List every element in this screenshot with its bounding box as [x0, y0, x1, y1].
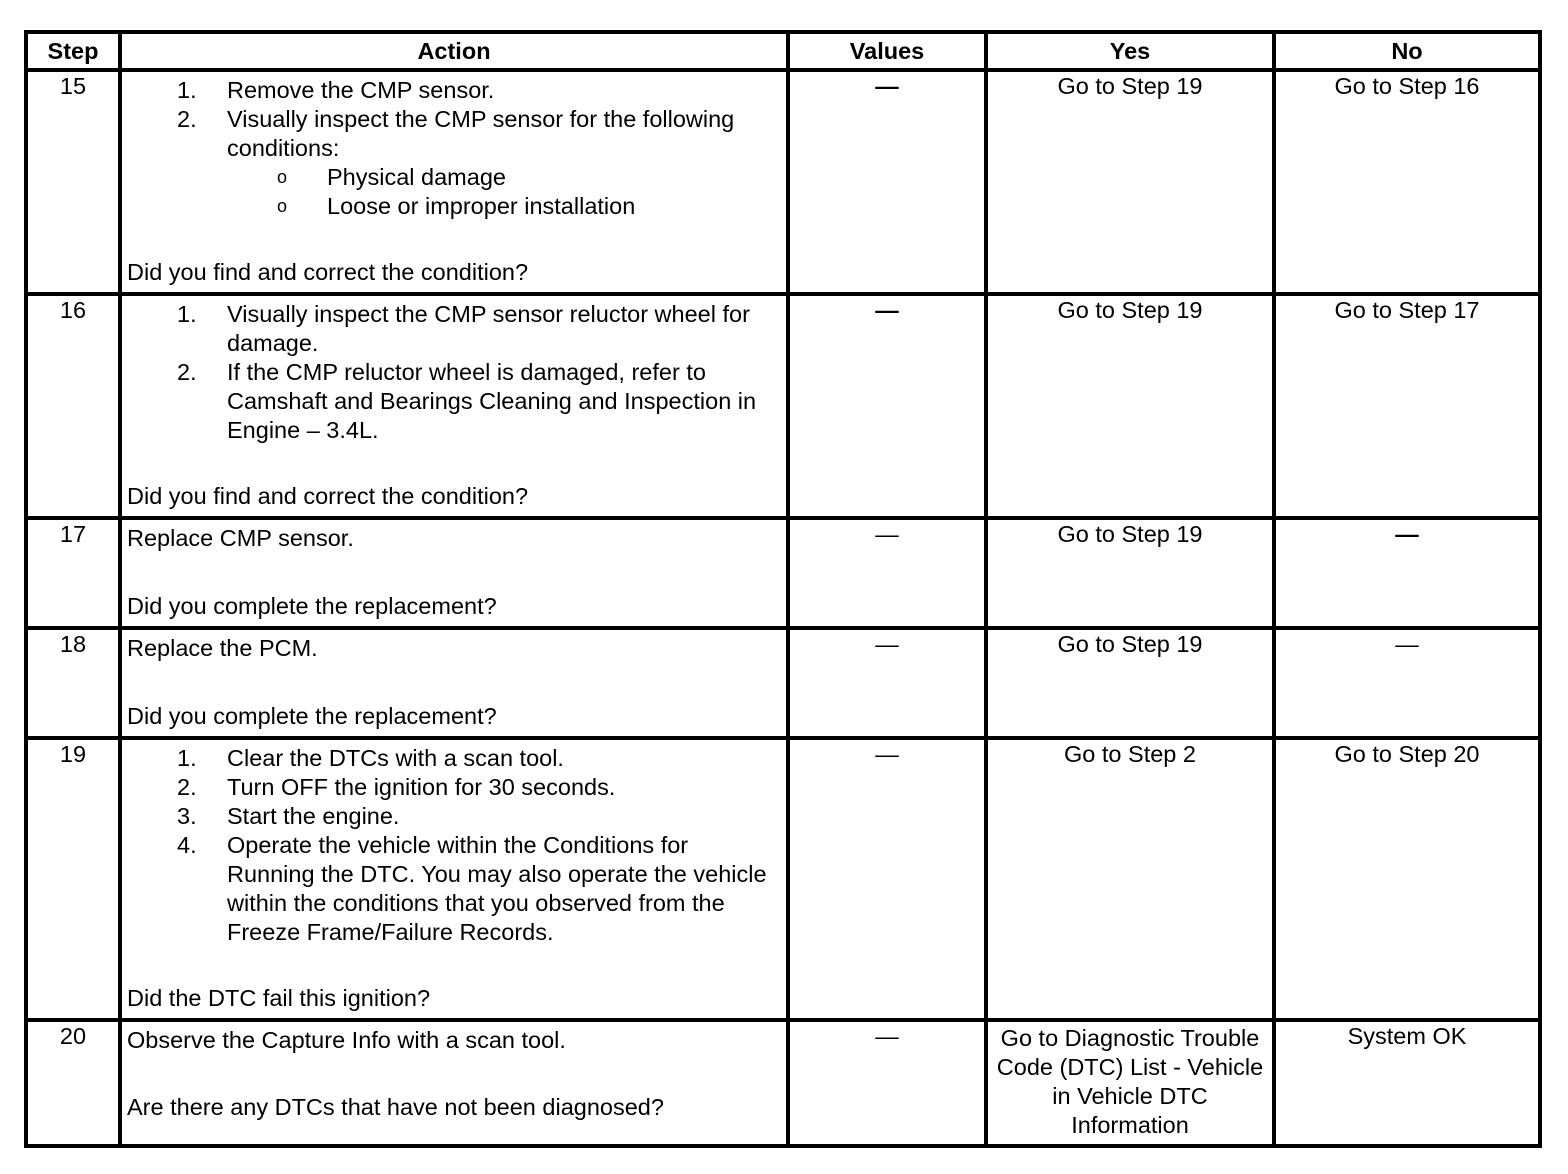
- action-steps: [127, 744, 780, 947]
- yes-cell: [986, 294, 1274, 518]
- yes-outcome: Go to Step 2: [1064, 741, 1196, 767]
- action-cell: [120, 294, 788, 518]
- action-question: Did the DTC fail this ignition?: [127, 985, 431, 1011]
- no-outcome: —: [1395, 631, 1419, 657]
- sub-conditions: [127, 163, 780, 221]
- values-dash: —: [875, 297, 899, 323]
- values-cell: [788, 518, 986, 628]
- diagnostic-table: [24, 30, 1542, 1148]
- header-no: No: [1274, 32, 1540, 70]
- values-cell: [788, 294, 986, 518]
- table-row-step-17: [26, 518, 1540, 628]
- sub-condition-item: [127, 192, 780, 221]
- action-step-item: [127, 802, 780, 831]
- table-row-step-15: [26, 70, 1540, 294]
- step-item-text: Visually inspect the CMP sensor for the following conditions:: [227, 106, 735, 161]
- action-step-item: [127, 105, 780, 221]
- no-outcome: System OK: [1347, 1023, 1467, 1049]
- action-question: Are there any DTCs that have not been diagnosed?: [127, 1094, 664, 1120]
- action-steps: [127, 300, 780, 445]
- action-step-item: [127, 831, 780, 947]
- action-steps: [127, 76, 780, 221]
- step-item-number: 1.: [177, 77, 197, 103]
- no-outcome: Go to Step 17: [1334, 297, 1480, 323]
- no-cell: [1274, 70, 1540, 294]
- step-item-number: 4.: [177, 832, 197, 858]
- step-item-number: 1.: [177, 301, 197, 327]
- values-cell: [788, 738, 986, 1020]
- action-step-item: [127, 300, 780, 358]
- step-item-number: 1.: [177, 745, 197, 771]
- header-yes: Yes: [986, 32, 1274, 70]
- circle-bullet-icon: o: [277, 196, 288, 216]
- no-cell: [1274, 518, 1540, 628]
- step-number: 20: [26, 1020, 120, 1146]
- table-row-step-19: [26, 738, 1540, 1020]
- step-item-text: Visually inspect the CMP sensor reluctor wheel for damage.: [227, 301, 750, 356]
- action-question: Did you complete the replacement?: [127, 593, 497, 619]
- no-cell: [1274, 1020, 1540, 1146]
- table-row-step-16: [26, 294, 1540, 518]
- step-item-text: Start the engine.: [227, 803, 400, 829]
- step-item-number: 2.: [177, 774, 197, 800]
- action-question: Did you complete the replacement?: [127, 703, 497, 729]
- values-dash: —: [875, 1023, 899, 1049]
- step-item-number: 3.: [177, 803, 197, 829]
- step-number: 17: [26, 518, 120, 628]
- sub-condition-item: [127, 163, 780, 192]
- step-item-number: 2.: [177, 106, 197, 132]
- action-step-item: [127, 358, 780, 445]
- action-cell: [120, 1020, 788, 1146]
- sub-condition-text: Physical damage: [327, 164, 506, 190]
- header-action: Action: [120, 32, 788, 70]
- action-line: Replace CMP sensor.: [127, 525, 354, 551]
- values-dash: —: [875, 741, 899, 767]
- no-outcome: —: [1395, 521, 1419, 547]
- step-item-number: 2.: [177, 359, 197, 385]
- step-item-text: Remove the CMP sensor.: [227, 77, 495, 103]
- action-step-item: [127, 76, 780, 105]
- no-outcome: Go to Step 16: [1334, 73, 1480, 99]
- yes-cell: [986, 1020, 1274, 1146]
- table-row-step-18: [26, 628, 1540, 738]
- step-number: 15: [26, 70, 120, 294]
- header-step: Step: [26, 32, 120, 70]
- action-cell: [120, 70, 788, 294]
- step-item-text: Clear the DTCs with a scan tool.: [227, 745, 564, 771]
- action-question: Did you find and correct the condition?: [127, 259, 529, 285]
- action-step-item: [127, 773, 780, 802]
- step-item-text: If the CMP reluctor wheel is damaged, refer to Camshaft and Bearings Cleaning and Inspection in Engine – 3.4L.: [227, 359, 757, 443]
- action-cell: [120, 738, 788, 1020]
- yes-outcome: Go to Diagnostic Trouble Code (DTC) List - Vehicle in Vehicle DTC Information: [996, 1025, 1264, 1138]
- yes-cell: [986, 628, 1274, 738]
- values-dash: —: [875, 73, 899, 99]
- yes-cell: [986, 518, 1274, 628]
- yes-outcome: Go to Step 19: [1057, 521, 1203, 547]
- sub-condition-text: Loose or improper installation: [327, 193, 636, 219]
- no-cell: [1274, 738, 1540, 1020]
- step-number: 16: [26, 294, 120, 518]
- values-cell: [788, 628, 986, 738]
- values-cell: [788, 70, 986, 294]
- action-cell: [120, 518, 788, 628]
- values-dash: —: [875, 631, 899, 657]
- action-line: Observe the Capture Info with a scan tool.: [127, 1027, 566, 1053]
- yes-outcome: Go to Step 19: [1057, 631, 1203, 657]
- circle-bullet-icon: o: [277, 167, 288, 187]
- no-cell: [1274, 628, 1540, 738]
- values-cell: [788, 1020, 986, 1146]
- no-outcome: Go to Step 20: [1334, 741, 1480, 767]
- header-row: [26, 32, 1540, 70]
- action-cell: [120, 628, 788, 738]
- action-line: Replace the PCM.: [127, 635, 318, 661]
- action-question: Did you find and correct the condition?: [127, 483, 529, 509]
- step-item-text: Operate the vehicle within the Conditions for Running the DTC. You may also operate the vehicle within the conditions that you observed from the Freeze Frame/Failure Records.: [227, 832, 767, 945]
- table-row-step-20: [26, 1020, 1540, 1146]
- step-number: 19: [26, 738, 120, 1020]
- action-step-item: [127, 744, 780, 773]
- yes-outcome: Go to Step 19: [1057, 297, 1203, 323]
- yes-cell: [986, 70, 1274, 294]
- no-cell: [1274, 294, 1540, 518]
- yes-cell: [986, 738, 1274, 1020]
- yes-outcome: Go to Step 19: [1057, 73, 1203, 99]
- step-number: 18: [26, 628, 120, 738]
- values-dash: —: [875, 521, 899, 547]
- header-values: Values: [788, 32, 986, 70]
- step-item-text: Turn OFF the ignition for 30 seconds.: [227, 774, 616, 800]
